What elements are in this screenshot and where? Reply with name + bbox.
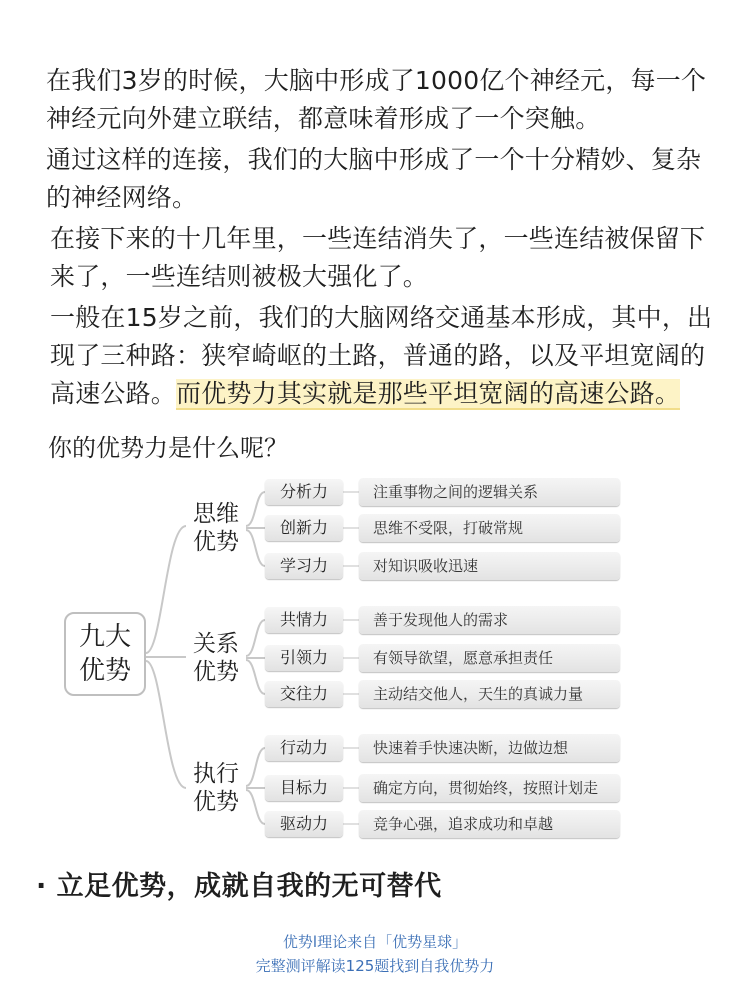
paragraph-4-text: 一般在15岁之前，我们的大脑网络交通基本形成，其中，出现了三种路：狭窄崎岖的土路，普通的路，以及平坦宽阔的高速公路。 xyxy=(50,303,713,408)
connector-thinking-3 xyxy=(246,530,265,566)
node-learning: 学习力 xyxy=(265,553,343,579)
node-analysis: 分析力 xyxy=(265,479,343,505)
group-execution: 执行 优势 xyxy=(193,761,239,815)
desc-action: 快速着手快速决断，边做边想 xyxy=(359,734,620,762)
paragraph-3: 在接下来的十几年里，一些连结消失了，一些连结被保留下来了，一些连结则被极大强化了。 xyxy=(50,224,706,291)
node-innovation: 创新力 xyxy=(265,515,343,541)
node-action: 行动力 xyxy=(265,735,343,761)
mindmap-root: 九大 优势 xyxy=(64,612,146,696)
highlighted-sentence: 而优势力其实就是那些平坦宽阔的高速公路。 xyxy=(176,379,681,408)
section-question: 你的优势力是什么呢？ xyxy=(48,434,288,462)
group-thinking: 思维 优势 xyxy=(193,501,239,555)
desc-goal: 确定方向，贯彻始终，按照计划走 xyxy=(359,774,620,802)
footer-source: 优势l理论来自「优势星球」 xyxy=(282,933,468,951)
connector-root-thinking xyxy=(146,526,186,653)
bullet-heading: · 立足优势，成就自我的无可替代 xyxy=(36,871,442,902)
node-empathy: 共情力 xyxy=(265,607,343,633)
desc-innovation: 思维不受限，打破常规 xyxy=(359,514,620,542)
node-drive: 驱动力 xyxy=(265,811,343,837)
connector-execution-1 xyxy=(246,748,265,786)
connector-thinking-1 xyxy=(246,492,265,526)
desc-drive: 竞争心强，追求成功和卓越 xyxy=(359,810,620,838)
desc-analysis: 注重事物之间的逻辑关系 xyxy=(359,478,620,506)
footer-cta: 完整测评解读125题找到自我优势力 xyxy=(255,957,495,975)
desc-leadership: 有领导欲望，愿意承担责任 xyxy=(359,644,620,672)
connector-relation-1 xyxy=(246,620,265,656)
paragraph-4 xyxy=(50,299,720,413)
paragraph-2: 通过这样的连接，我们的大脑中形成了一个十分精妙、复杂的神经网络。 xyxy=(46,145,702,212)
connector-relation-3 xyxy=(246,660,265,694)
desc-social: 主动结交他人，天生的真诚力量 xyxy=(359,680,620,708)
node-goal: 目标力 xyxy=(265,775,343,801)
desc-empathy: 善于发现他人的需求 xyxy=(359,606,620,634)
paragraph-1: 在我们3岁的时候，大脑中形成了1000亿个神经元，每一个神经元向外建立联结，都意味着形成了一个突触。 xyxy=(46,66,707,133)
node-social: 交往力 xyxy=(265,681,343,707)
desc-learning: 对知识吸收迅速 xyxy=(359,552,620,580)
connector-root-execution xyxy=(146,661,186,788)
group-relation: 关系 优势 xyxy=(193,631,239,685)
node-leadership: 引领力 xyxy=(265,645,343,671)
connector-execution-3 xyxy=(246,790,265,824)
